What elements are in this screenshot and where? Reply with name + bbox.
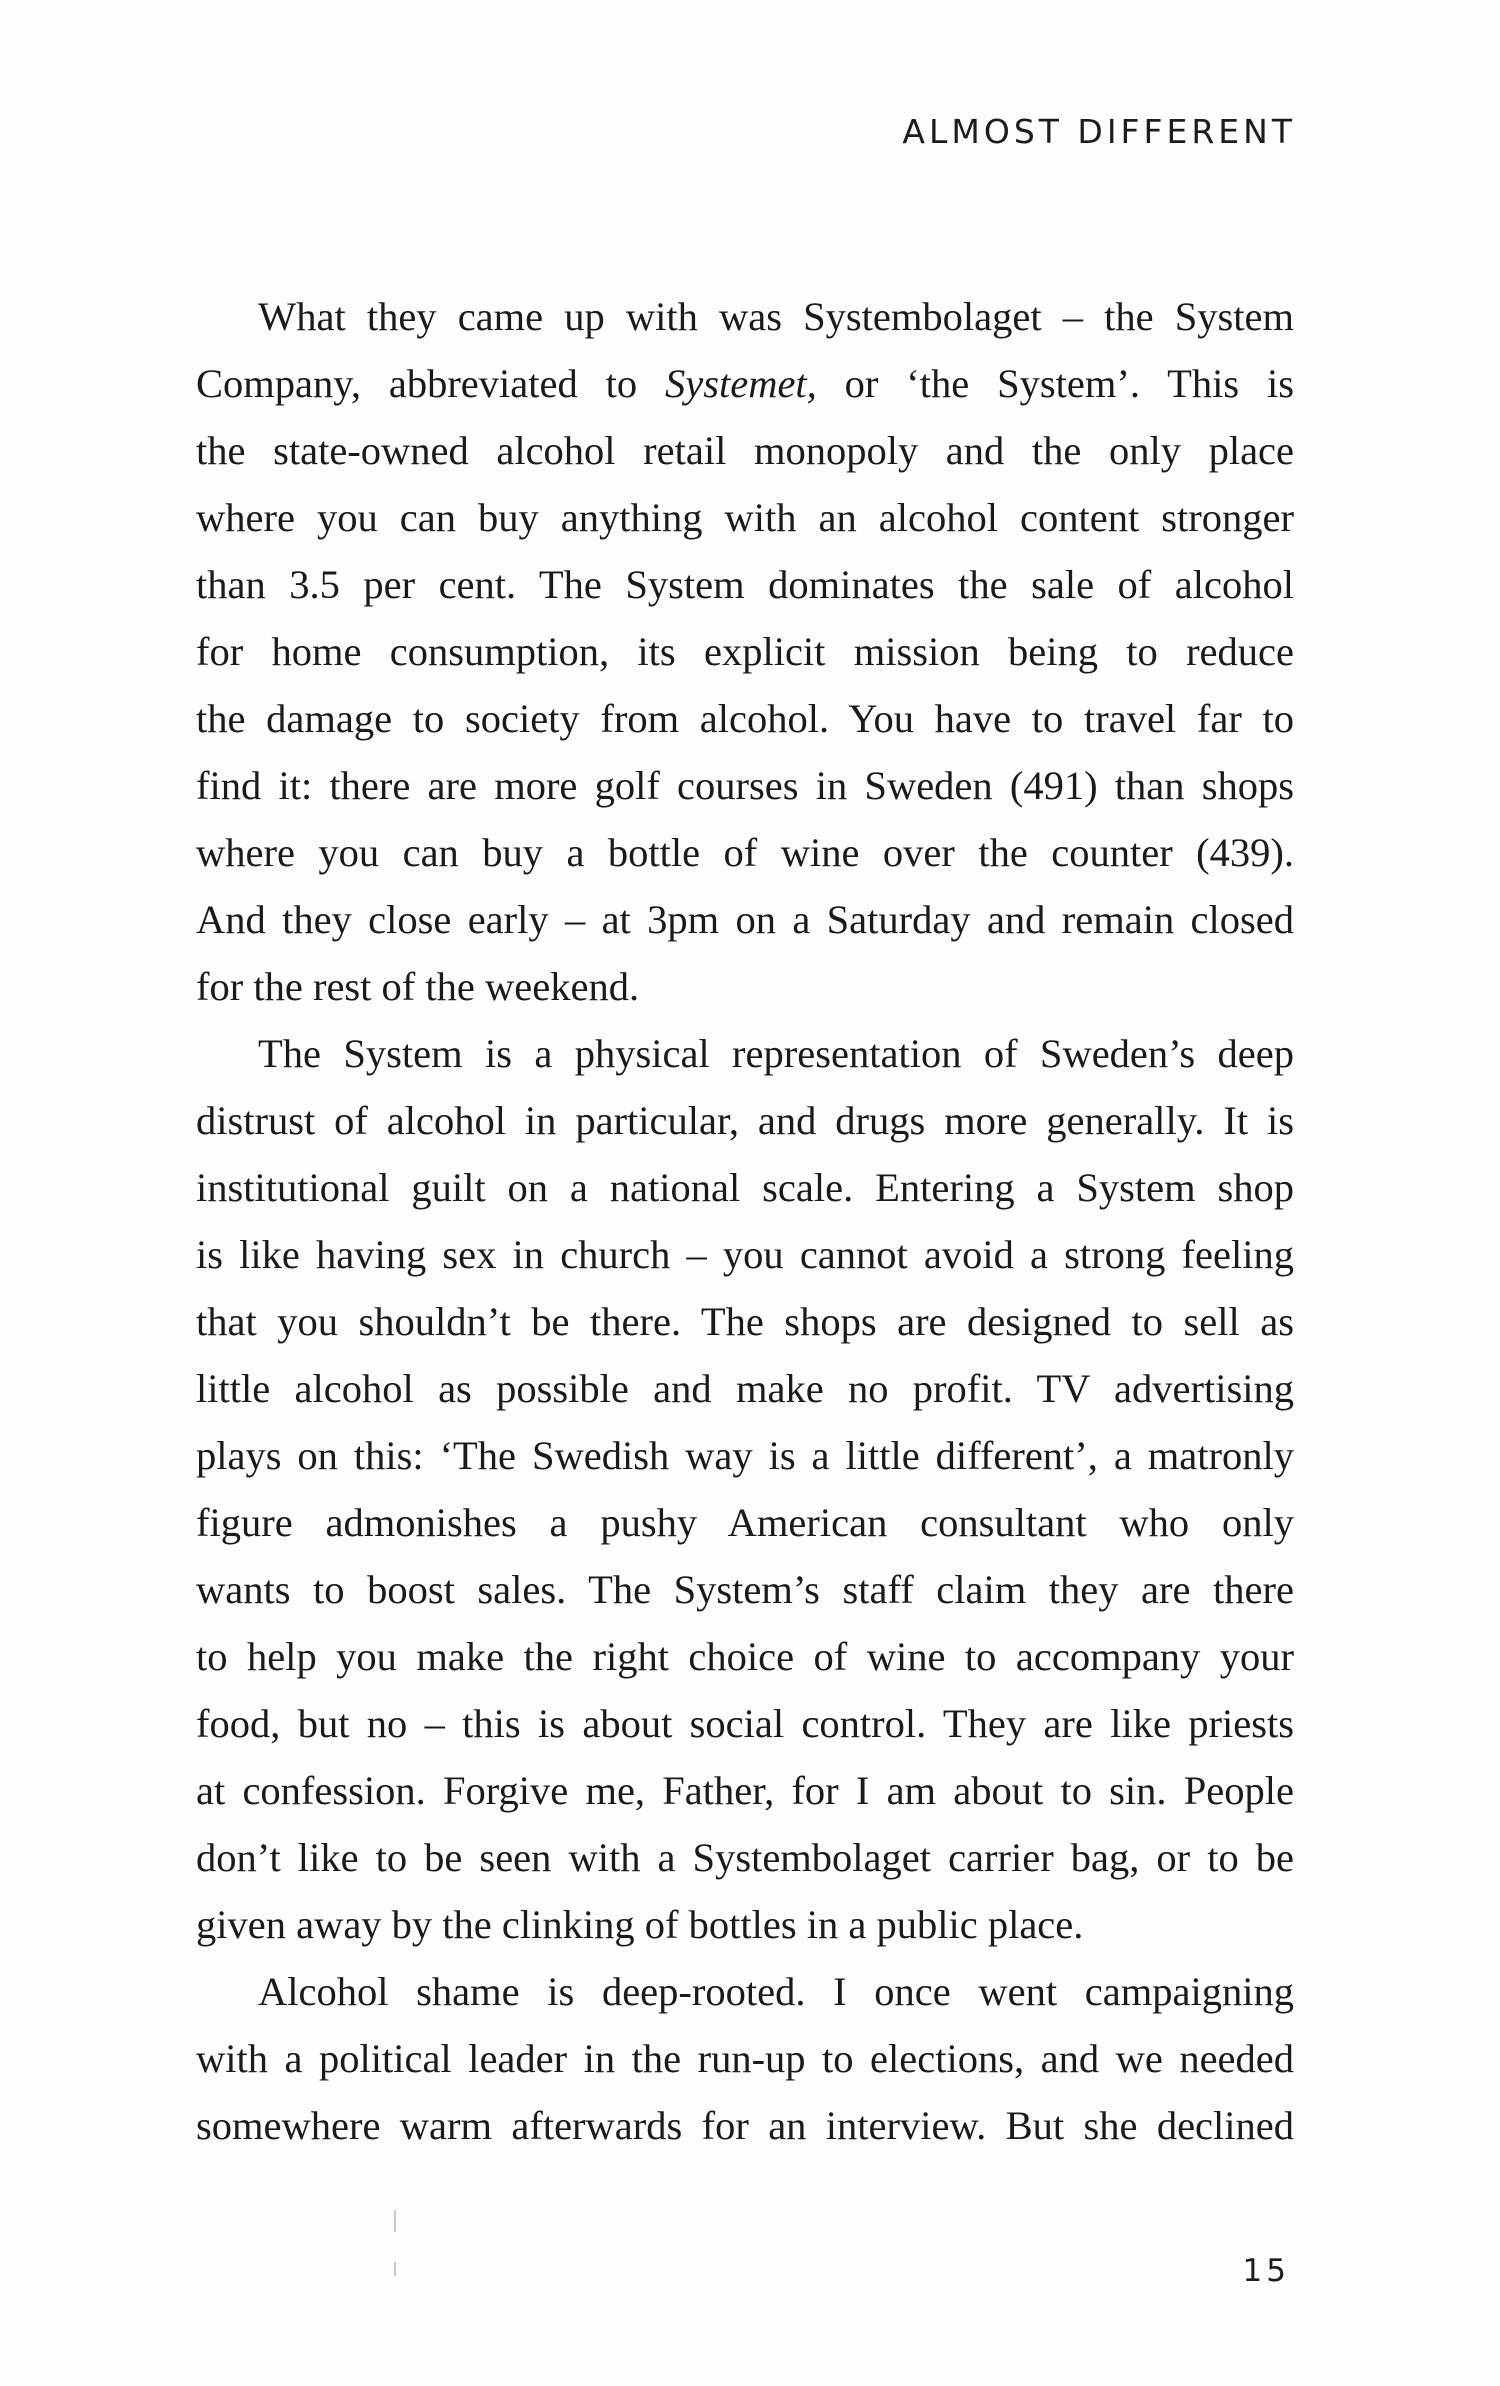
- text-line: [196, 1690, 1294, 1757]
- text-run: plays on this: ‘The Swedish way is a little different’, a matronly: [196, 1433, 1294, 1478]
- text-run: figure admonishes a pushy American consultant who only: [196, 1500, 1294, 1545]
- text-line: [196, 1154, 1294, 1221]
- paragraph: [196, 283, 1294, 1020]
- text-line: [196, 1824, 1294, 1891]
- text-run: Alcohol shame is deep-rooted. I once went campaigning: [258, 1969, 1294, 2014]
- italic-text-run: Systemet,: [664, 361, 817, 406]
- text-run: with a political leader in the run-up to elections, and we needed: [196, 2036, 1294, 2081]
- text-run: the damage to society from alcohol. You have to travel far to: [196, 696, 1294, 741]
- text-line: [196, 1891, 1294, 1958]
- scan-mark: [394, 2262, 396, 2276]
- text-line: [196, 350, 1294, 417]
- text-run: wants to boost sales. The System’s staff claim they are there: [196, 1567, 1294, 1612]
- text-run: at confession. Forgive me, Father, for I am about to sin. People: [196, 1768, 1294, 1813]
- text-line: [196, 2025, 1294, 2092]
- text-line: [196, 1087, 1294, 1154]
- text-line: [196, 1422, 1294, 1489]
- text-run: The System is a physical representation of Sweden’s deep: [258, 1031, 1294, 1076]
- text-line: [196, 484, 1294, 551]
- scan-mark: [394, 2210, 396, 2232]
- text-line: [196, 551, 1294, 618]
- text-run: or ‘the System’. This is: [816, 361, 1294, 406]
- text-run: food, but no – this is about social control. They are like priests: [196, 1701, 1294, 1746]
- text-run: is like having sex in church – you cannot avoid a strong feeling: [196, 1232, 1294, 1277]
- text-line: [196, 685, 1294, 752]
- text-run: Company, abbreviated to: [196, 361, 665, 406]
- text-line: [196, 953, 1294, 1020]
- text-run: where you can buy a bottle of wine over the counter (439).: [196, 830, 1294, 875]
- text-line: [196, 2092, 1294, 2159]
- text-run: distrust of alcohol in particular, and drugs more generally. It is: [196, 1098, 1294, 1143]
- text-line: [196, 1221, 1294, 1288]
- text-line: [196, 417, 1294, 484]
- text-run: What they came up with was Systembolaget – the System: [258, 294, 1294, 339]
- text-line: [196, 1489, 1294, 1556]
- text-line: [196, 1020, 1294, 1087]
- text-run: little alcohol as possible and make no profit. TV advertising: [196, 1366, 1294, 1411]
- body-text: [196, 283, 1294, 2159]
- text-run: for the rest of the weekend.: [196, 964, 640, 1009]
- text-run: find it: there are more golf courses in Sweden (491) than shops: [196, 763, 1294, 808]
- text-run: to help you make the right choice of wine to accompany your: [196, 1634, 1294, 1679]
- text-line: [196, 283, 1294, 350]
- text-run: that you shouldn’t be there. The shops are designed to sell as: [196, 1299, 1294, 1344]
- text-run: somewhere warm afterwards for an interview. But she declined: [196, 2103, 1294, 2148]
- text-line: [196, 1958, 1294, 2025]
- text-run: And they close early – at 3pm on a Saturday and remain closed: [196, 897, 1294, 942]
- text-run: than 3.5 per cent. The System dominates the sale of alcohol: [196, 562, 1294, 607]
- text-line: [196, 1757, 1294, 1824]
- text-line: [196, 752, 1294, 819]
- running-head: ALMOST DIFFERENT: [902, 112, 1296, 151]
- text-run: where you can buy anything with an alcohol content stronger: [196, 495, 1294, 540]
- text-line: [196, 819, 1294, 886]
- text-run: the state-owned alcohol retail monopoly and the only place: [196, 428, 1294, 473]
- text-run: institutional guilt on a national scale. Entering a System shop: [196, 1165, 1294, 1210]
- text-run: don’t like to be seen with a Systembolaget carrier bag, or to be: [196, 1835, 1294, 1880]
- text-line: [196, 1556, 1294, 1623]
- paragraph: [196, 1958, 1294, 2159]
- text-run: for home consumption, its explicit mission being to reduce: [196, 629, 1294, 674]
- text-line: [196, 618, 1294, 685]
- text-line: [196, 1288, 1294, 1355]
- text-line: [196, 886, 1294, 953]
- text-run: given away by the clinking of bottles in a public place.: [196, 1902, 1084, 1947]
- page-number: 15: [1242, 2253, 1290, 2289]
- text-line: [196, 1355, 1294, 1422]
- text-line: [196, 1623, 1294, 1690]
- paragraph: [196, 1020, 1294, 1958]
